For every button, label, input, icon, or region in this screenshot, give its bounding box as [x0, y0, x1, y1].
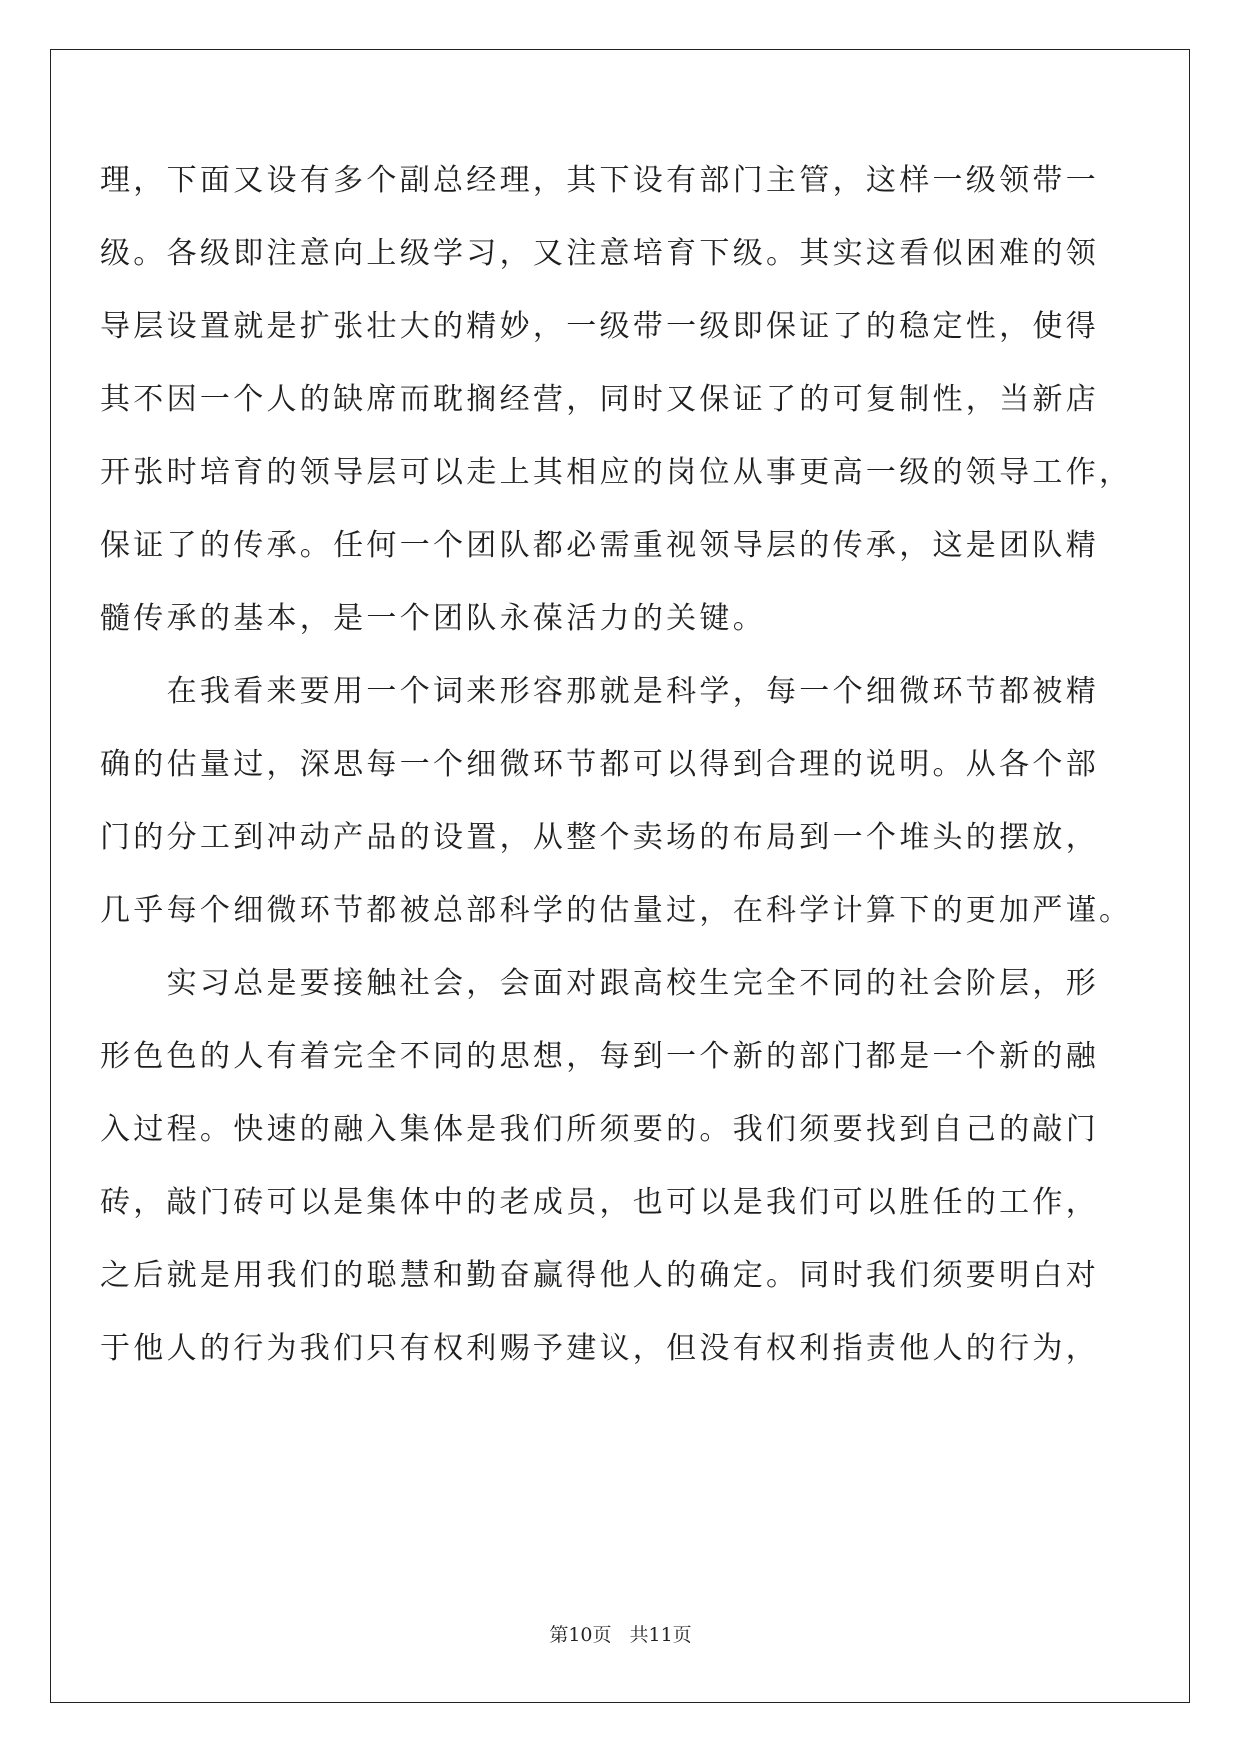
text-line: 确的估量过，深思每一个细微环节都可以得到合理的说明。从各个部 [100, 747, 1099, 782]
text-line: 之后就是用我们的聪慧和勤奋赢得他人的确定。同时我们须要明白对 [100, 1258, 1099, 1293]
text-line: 导层设置就是扩张壮大的精妙，一级带一级即保证了的稳定性，使得 [100, 309, 1099, 344]
text-line: 几乎每个细微环节都被总部科学的估量过，在科学计算下的更加严谨。 [100, 893, 1133, 928]
text-line: 开张时培育的领导层可以走上其相应的岗位从事更高一级的领导工作， [100, 455, 1133, 490]
text-line: 入过程。快速的融入集体是我们所须要的。我们须要找到自己的敲门 [100, 1112, 1099, 1147]
text-line: 其不因一个人的缺席而耽搁经营，同时又保证了的可复制性，当新店 [100, 382, 1099, 417]
text-line: 级。各级即注意向上级学习，又注意培育下级。其实这看似困难的领 [100, 236, 1099, 271]
paragraph-start-line: 实习总是要接触社会，会面对跟高校生完全不同的社会阶层，形 [100, 966, 1099, 1001]
page-number: 第10页 [549, 1624, 612, 1646]
text-line: 门的分工到冲动产品的设置，从整个卖场的布局到一个堆头的摆放， [100, 820, 1099, 855]
text-line: 于他人的行为我们只有权利赐予建议，但没有权利指责他人的行为， [100, 1331, 1099, 1366]
text-line: 保证了的传承。任何一个团队都必需重视领导层的传承，这是团队精 [100, 528, 1099, 563]
page-total: 共11页 [629, 1624, 692, 1646]
page-border [50, 49, 1190, 1703]
text-line: 髓传承的基本，是一个团队永葆活力的关键。 [100, 601, 766, 636]
text-line: 形色色的人有着完全不同的思想，每到一个新的部门都是一个新的融 [100, 1039, 1099, 1074]
text-line: 砖，敲门砖可以是集体中的老成员，也可以是我们可以胜任的工作， [100, 1185, 1099, 1220]
text-line: 理，下面又设有多个副总经理，其下设有部门主管，这样一级领带一 [100, 163, 1099, 198]
paragraph-start-line: 在我看来要用一个词来形容那就是科学，每一个细微环节都被精 [100, 674, 1099, 709]
page-footer [0, 1623, 1241, 1647]
